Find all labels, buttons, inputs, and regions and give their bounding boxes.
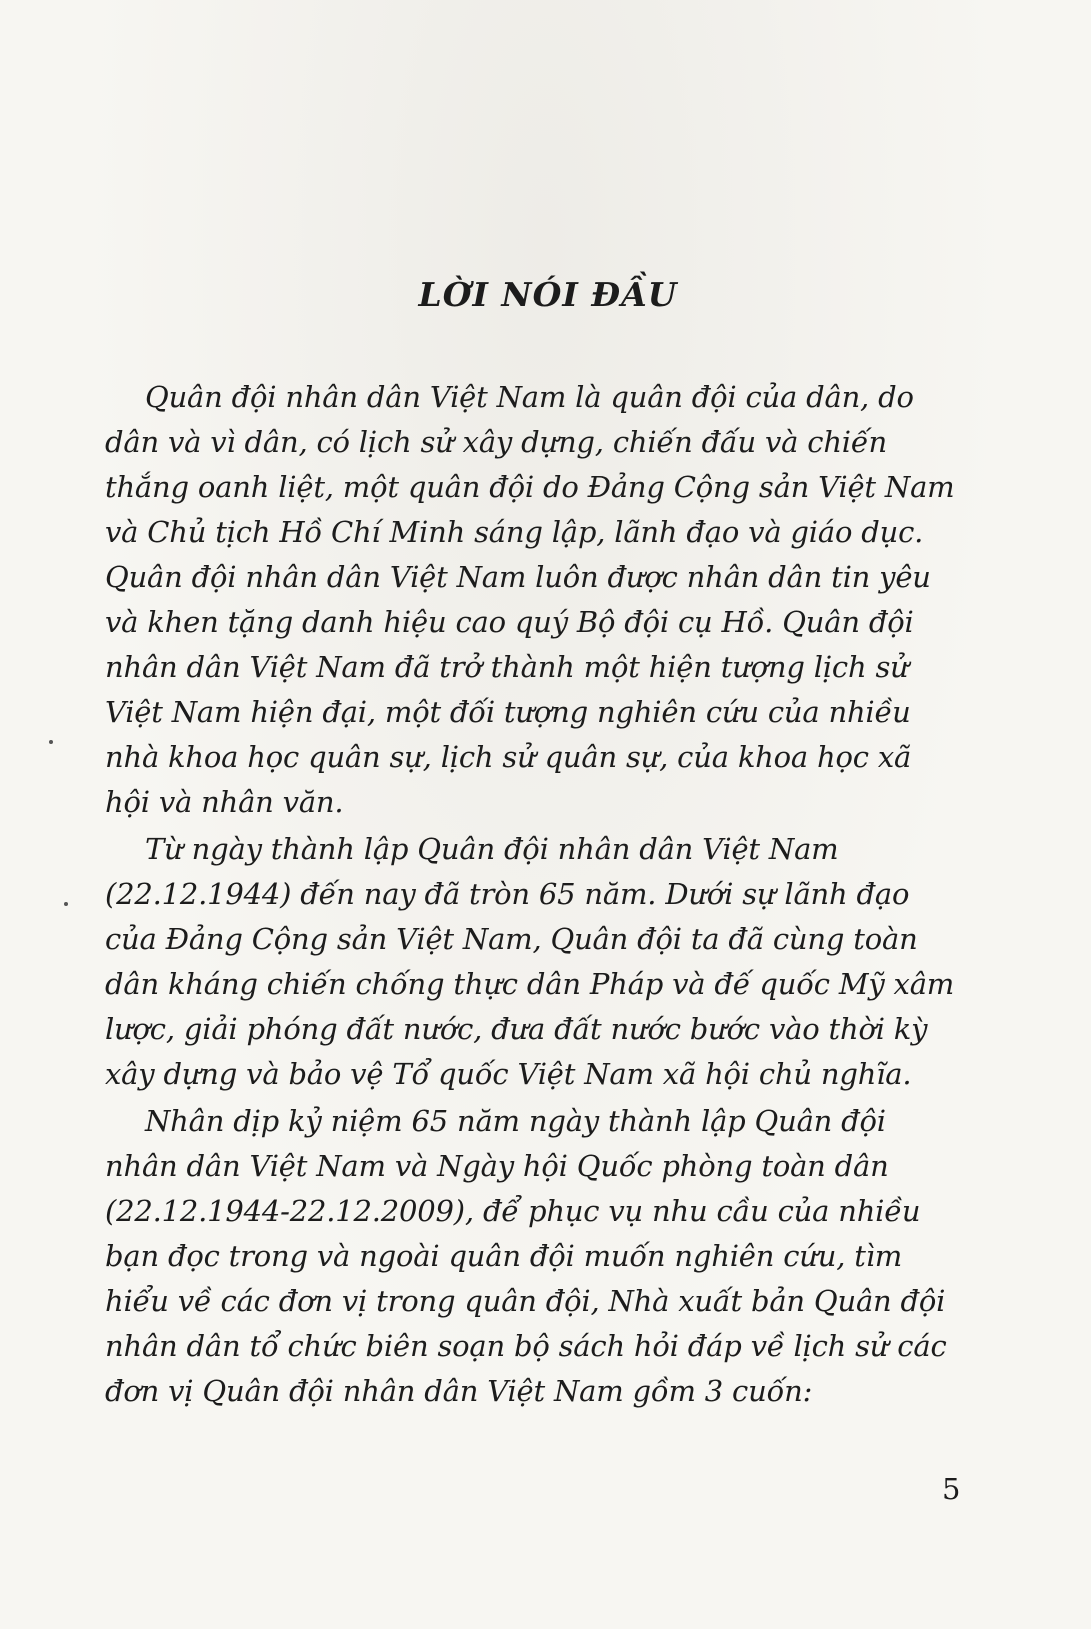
text-line: Quân đội nhân dân Việt Nam là quân đội của dân, do [145, 380, 914, 414]
paragraph-3 [105, 1099, 970, 1414]
text-line: xây dựng và bảo vệ Tổ quốc Việt Nam xã hội chủ nghĩa. [105, 1057, 912, 1091]
text-line: và khen tặng danh hiệu cao quý Bộ đội cụ Hồ. Quân đội [105, 605, 914, 639]
text-line: Từ ngày thành lập Quân đội nhân dân Việt Nam [145, 832, 839, 866]
text-line: (22.12.1944) đến nay đã tròn 65 năm. Dưới sự lãnh đạo [105, 877, 910, 911]
text-line: dân kháng chiến chống thực dân Pháp và đế quốc Mỹ xâm [105, 967, 955, 1001]
text-line: hội và nhân văn. [105, 785, 344, 819]
text-line: hiểu về các đơn vị trong quân đội, Nhà xuất bản Quân đội [105, 1284, 946, 1318]
ink-speck [64, 902, 68, 906]
text-line: nhân dân Việt Nam và Ngày hội Quốc phòng toàn dân [105, 1149, 889, 1183]
text-line: của Đảng Cộng sản Việt Nam, Quân đội ta đã cùng toàn [105, 922, 918, 956]
text-line: nhân dân Việt Nam đã trở thành một hiện tượng lịch sử [105, 650, 909, 684]
text-line: (22.12.1944-22.12.2009), để phục vụ nhu cầu của nhiều [105, 1194, 921, 1228]
body-text [105, 375, 970, 1414]
text-line: nhân dân tổ chức biên soạn bộ sách hỏi đáp về lịch sử các [105, 1329, 947, 1363]
text-line: Nhân dịp kỷ niệm 65 năm ngày thành lập Quân đội [145, 1104, 886, 1138]
text-line: nhà khoa học quân sự, lịch sử quân sự, của khoa học xã [105, 740, 912, 774]
text-line: đơn vị Quân đội nhân dân Việt Nam gồm 3 cuốn: [105, 1374, 813, 1408]
page-heading: LỜI NÓI ĐẦU [418, 275, 678, 314]
text-line: bạn đọc trong và ngoài quân đội muốn nghiên cứu, tìm [105, 1239, 903, 1273]
paragraph-1 [105, 375, 970, 825]
text-line: thắng oanh liệt, một quân đội do Đảng Cộng sản Việt Nam [105, 470, 955, 504]
text-line: lược, giải phóng đất nước, đưa đất nước bước vào thời kỳ [105, 1012, 928, 1046]
text-line: Quân đội nhân dân Việt Nam luôn được nhân dân tin yêu [105, 560, 931, 594]
paragraph-2 [105, 827, 970, 1097]
page-number: 5 [942, 1472, 961, 1506]
text-line: Việt Nam hiện đại, một đối tượng nghiên cứu của nhiều [105, 695, 911, 729]
text-line: và Chủ tịch Hồ Chí Minh sáng lập, lãnh đạo và giáo dục. [105, 515, 924, 549]
ink-speck [49, 740, 53, 744]
text-line: dân và vì dân, có lịch sử xây dựng, chiến đấu và chiến [105, 425, 887, 459]
